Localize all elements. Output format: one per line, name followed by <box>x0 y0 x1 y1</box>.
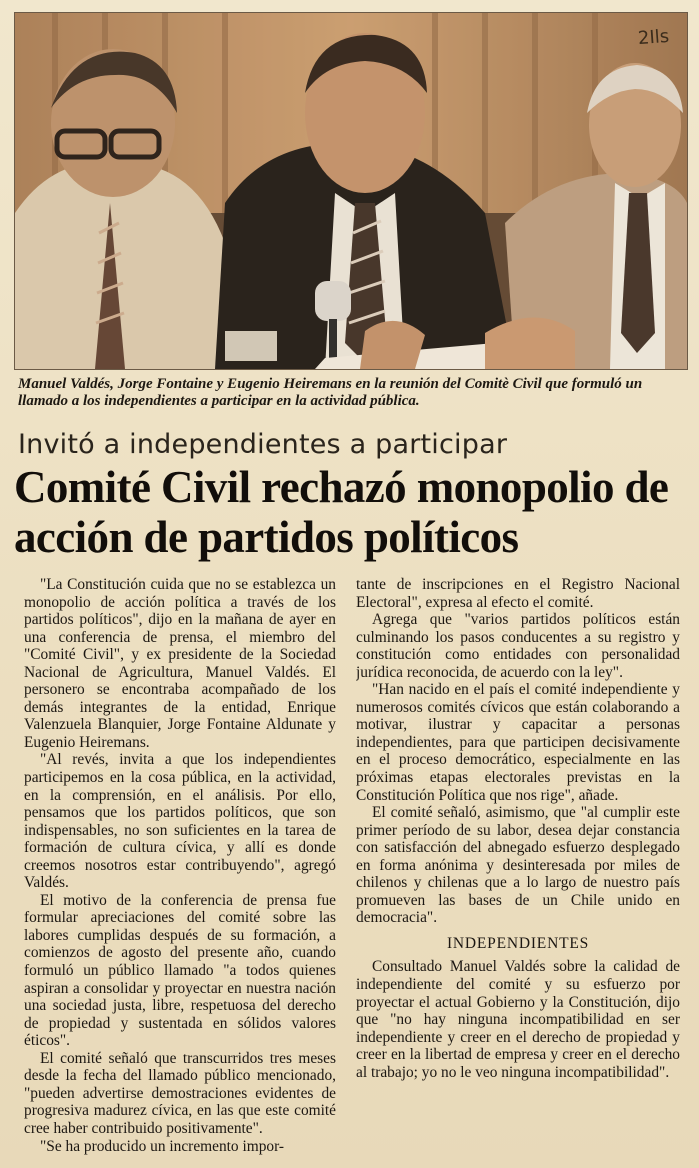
paragraph: El comité señaló, asimismo, que "al cumplir este primer período de su labor, desea dejar constancia con satisfacción del abnegado esfuerzo desplegado en forma anónima y desinteresada por miles de chilenos y chilenas que a lo largo de nuestro país promueven las bases de un Chile unido en democracia". <box>356 804 680 927</box>
article-headline: Comité Civil rechazó monopolio de acción de partidos políticos <box>14 462 669 562</box>
paragraph: El motivo de la conferencia de prensa fue formular apreciaciones del comité sobre las labores cumplidas después de su formación, a comienzos de agosto del presente año, cuando formuló un público llamado "a todos quienes aspiran a consolidar y proyectar en nuestra nación una sociedad justa, libre, respetuosa del derecho de propiedad y sustentada en sólidos valores éticos". <box>24 891 336 1050</box>
paragraph: "La Constitución cuida que no se establezca un monopolio de acción política a través de los partidos políticos", dijo en la mañana de ayer en una conferencia de prensa, el miembro del "Comité Civil", y ex presidente de la Sociedad Nacional de Agricultura, Manuel Valdés. El personero se encontraba acompañado de los demás integrantes de la entidad, Enrique Valenzuela Blanquier, Jorge Fontaine Aldunate y Eugenio Heiremans. <box>24 576 336 751</box>
paragraph: El comité señaló que transcurridos tres meses desde la fecha del llamado público mencionado, "pueden advertirse demostraciones evidentes de progresiva madurez cívica, en las que este comité cree haber contribuido positivamente". <box>24 1049 336 1137</box>
paragraph: tante de inscripciones en el Registro Nacional Electoral", expresa al efecto el comité. <box>356 576 680 611</box>
paragraph: Consultado Manuel Valdés sobre la calidad de independiente del comité y su esfuerzo por proyectar el actual Gobierno y la Constitución, dijo que "no hay ninguna incompatibilidad en ser independiente y creer en el derecho de propiedad y creer en la libertad de empresa y creer en el derecho al trabajo; yo no le veo ninguna incompatibilidad". <box>356 958 680 1081</box>
paragraph: "Han nacido en el país el comité independiente y numerosos comités cívicos que están colaborando a motivar, ilustrar y capacitar a personas independientes, para que participen decisivamente en el proceso democrático, especialmente en las próximas etapas electorales previstas en la Constitución Política que nos rige", añade. <box>356 681 680 804</box>
article-column-right <box>356 576 680 1164</box>
article-kicker: Invitó a independientes a participar <box>18 429 508 460</box>
paragraph: "Al revés, invita a que los independientes participemos en la cosa pública, en la actividad, en la comprensión, en el análisis. Por ello, pensamos que los partidos políticos, que son indispensables, no son suficientes en la tarea de formación de cultura cívica, y allí es donde creemos nosotros estar contribuyendo", agregó Valdés. <box>24 751 336 892</box>
paragraph: Agrega que "varios partidos políticos están culminando los pasos conducentes a su registro y constitución como entidades con personalidad jurídica reconocida, de acuerdo con la ley". <box>356 611 680 681</box>
paragraph: "Se ha producido un incremento impor- <box>40 1137 285 1155</box>
news-photo <box>14 12 688 370</box>
photo-illustration <box>15 13 687 369</box>
section-subhead: INDEPENDIENTES <box>446 934 590 952</box>
article-column-left <box>24 576 336 1164</box>
handwritten-note: 2Ils <box>637 25 670 50</box>
photo-caption: Manuel Valdés, Jorge Fontaine y Eugenio Heiremans en la reunión del Comitè Civil que formuló un llamado a los independientes a participar en la actividad pública. <box>18 376 643 409</box>
